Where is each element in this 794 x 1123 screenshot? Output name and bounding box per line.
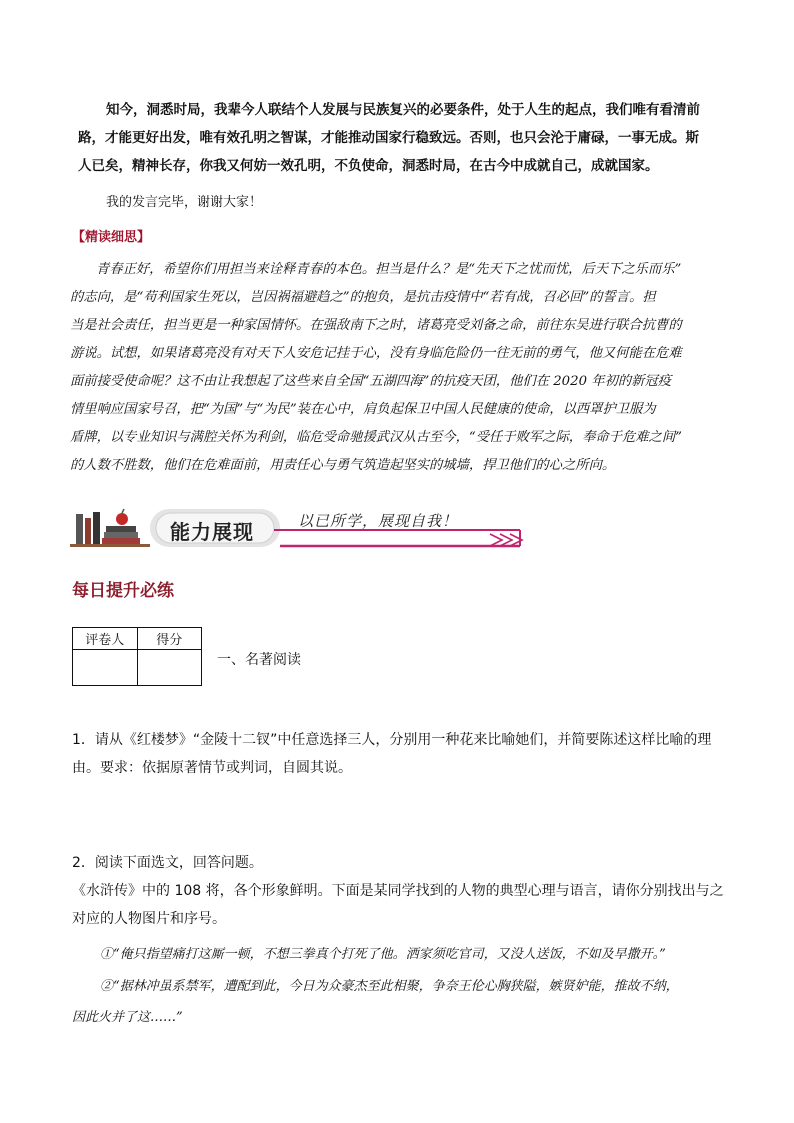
score-table-header-score: 得分 — [137, 628, 202, 650]
score-table-score-cell[interactable] — [137, 650, 202, 686]
jingdu-line: 情里响应国家号召，把“为国”与“为民”装在心中，肩负起保卫中国人民健康的使命，以西罩护卫服为 — [70, 402, 656, 417]
q2-line: 《水浒传》中的 108 将，各个形象鲜明。下面是某同学找到的人物的典型心理与语言，请你分别找出与之 — [72, 883, 724, 899]
jingdu-line: 游说。试想，如果诸葛亮没有对天下人安危记挂于心，没有身临危险仍一往无前的勇气，他又何能在危难 — [70, 346, 682, 361]
banner-title: 能力展现 — [170, 520, 254, 544]
q2-stem: 2．阅读下面选文，回答问题。 — [72, 855, 263, 871]
speech-line: 路，才能更好出发，唯有效孔明之智谋，才能推动国家行稳致远。否则，也只会沦于庸碌，一事无成。斯 — [78, 130, 699, 146]
q2-quote-2-line: ②“据林冲虽系禁军，遭配到此，今日为众豪杰至此相聚，争奈王伦心胸狭隘，嫉贤妒能，推故不纳， — [100, 979, 679, 994]
jingdu-header: 【精读细思】 — [72, 230, 151, 245]
speech-closing: 我的发言完毕，谢谢大家！ — [106, 195, 263, 210]
speech-line: 知今，洞悉时局，我辈今人联结个人发展与民族复兴的必要条件，处于人生的起点，我们唯有看清前 — [106, 102, 700, 118]
jingdu-line: 当是社会责任，担当更是一种家国情怀。在强敌南下之时，诸葛亮受刘备之命，前往东吴进行联合抗曹的 — [70, 318, 682, 333]
q2-quote-1: ①“俺只指望痛打这厮一顿，不想三拳真个打死了他。洒家须吃官司，又没人送饭，不如及早撒开。” — [100, 947, 666, 962]
jingdu-line: 青春正好，希望你们用担当来诠释青春的本色。担当是什么？是“先天下之忧而忧，后天下之乐而乐” — [96, 262, 682, 277]
banner-slogan: 以已所学，展现自我！ — [298, 512, 459, 530]
speech-line: 人已矣，精神长存，你我又何妨一效孔明，不负使命，洞悉时局，在古今中成就自己，成就国家。 — [78, 158, 659, 174]
score-table — [72, 627, 202, 686]
section-one-title: 一、名著阅读 — [217, 652, 301, 668]
score-table-grader-cell[interactable] — [73, 650, 138, 686]
q2-quote-2-line: 因此火并了这……” — [72, 1010, 183, 1025]
jingdu-line: 盾牌，以专业知识与满腔关怀为利剑，临危受命驰援武汉从古至今，“受任于败军之际，奉命于危难之间” — [70, 430, 682, 445]
daily-practice-title: 每日提升必练 — [72, 581, 174, 601]
jingdu-line: 的人数不胜数，他们在危难面前，用责任心与勇气筑造起坚实的城墙，捍卫他们的心之所向。 — [70, 458, 616, 473]
score-table-header-grader: 评卷人 — [73, 628, 138, 650]
q2-line: 对应的人物图片和序号。 — [72, 911, 226, 927]
q1-line: 1．请从《红楼梦》“金陵十二钗”中任意选择三人，分别用一种花来比喻她们，并简要陈述这样比喻的理 — [72, 732, 712, 748]
jingdu-line: 面前接受使命呢？这不由让我想起了这些来自全国“五湖四海”的抗疫天团，他们在 2020 年初的新冠疫 — [70, 374, 672, 389]
ability-banner — [70, 506, 530, 552]
jingdu-line: 的志向，是“苟利国家生死以，岂因祸福避趋之”的抱负，是抗击疫情中“若有战，召必回”的誓言。担 — [70, 290, 656, 305]
q1-line: 由。要求：依据原著情节或判词，自圆其说。 — [72, 760, 352, 776]
